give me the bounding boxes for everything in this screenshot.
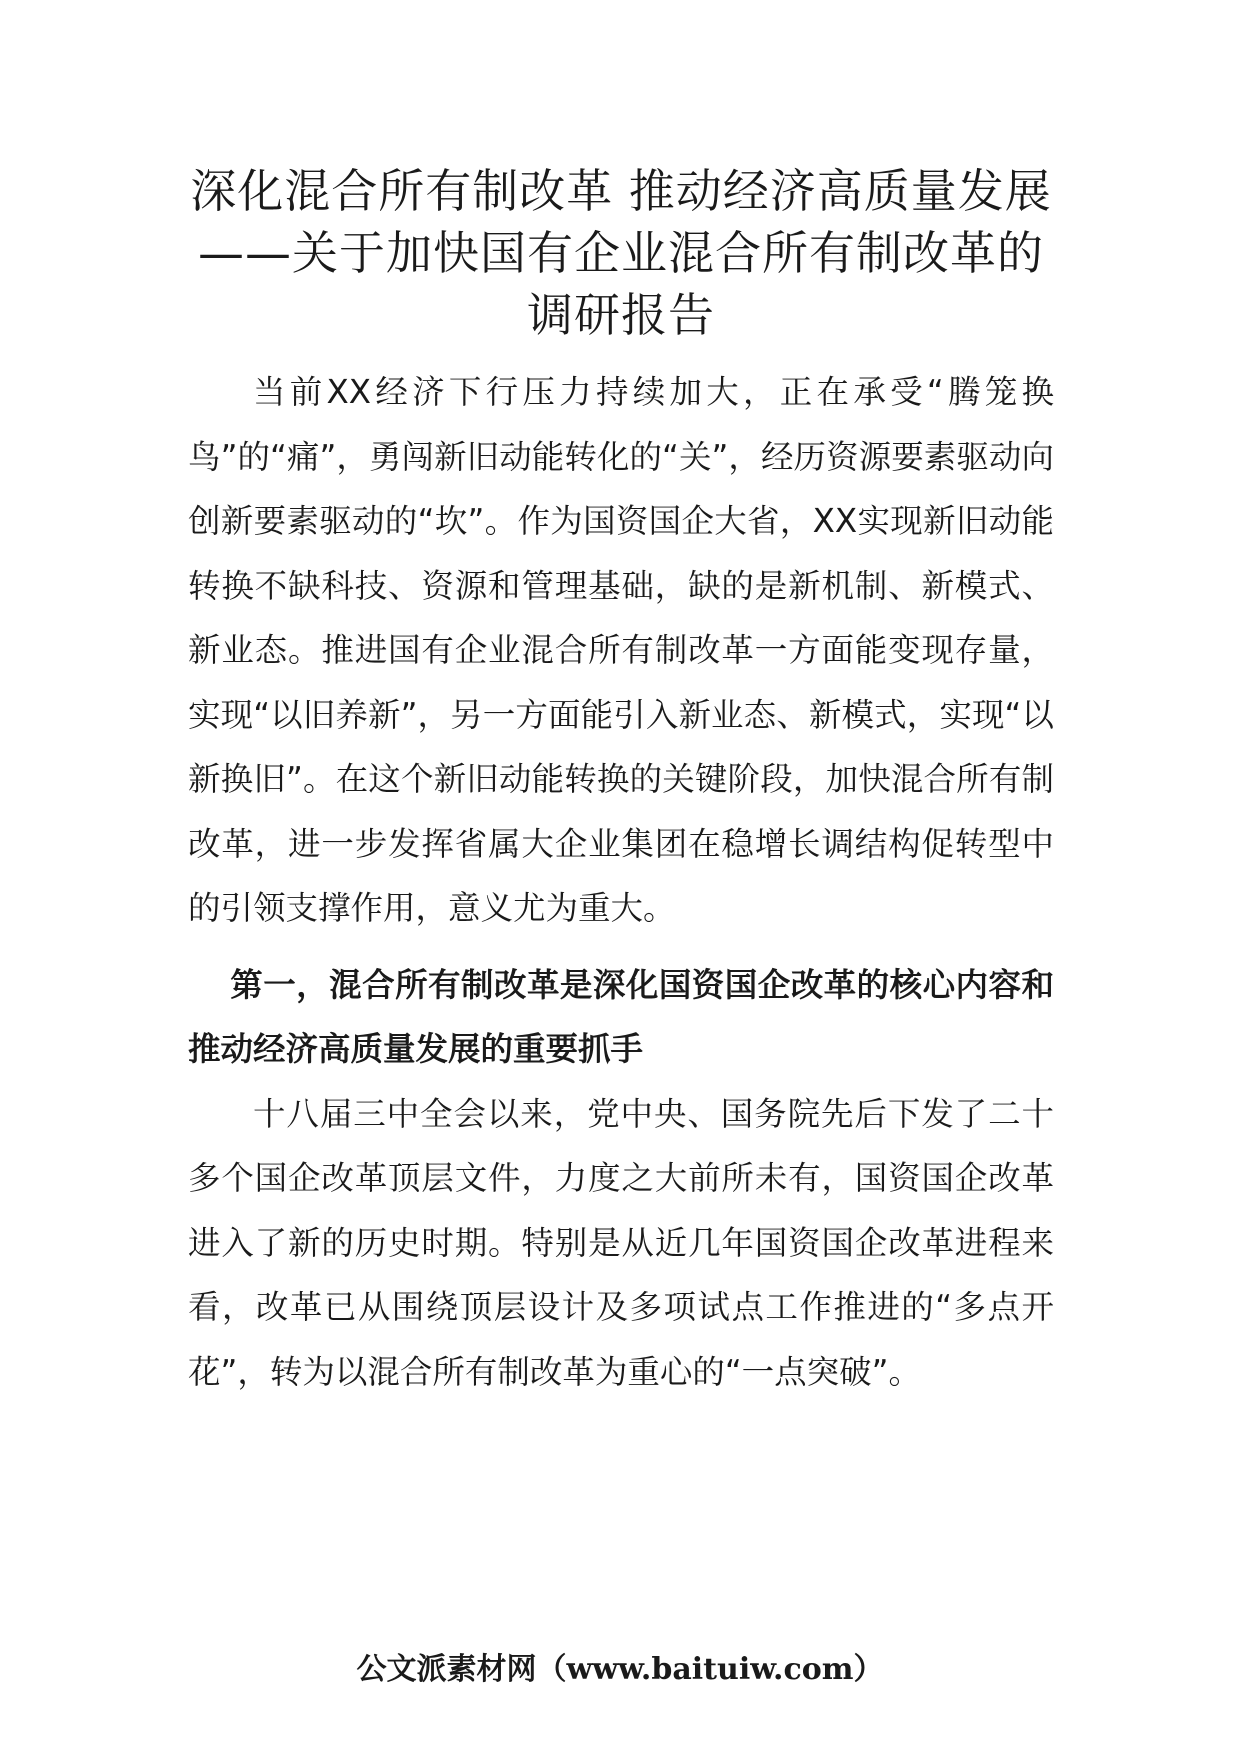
title-line-2: ——关于加快国有企业混合所有制改革的 — [198, 226, 1044, 280]
title-line-1: 深化混合所有制改革 推动经济高质量发展 — [190, 164, 1052, 218]
intro-paragraph: 当前XX经济下行压力持续加大，正在承受“腾笼换鸟”的“痛”，勇闯新旧动能转化的“关”，经历资源要素驱动向创新要素驱动的“坎”。作为国资国企大省，XX实现新旧动能转换不缺科技、资源和管理基础，缺的是新机制、新模式、新业态。推进国有企业混合所有制改革一方面能变现存量，实现“以旧养新”，另一方面能引入新业态、新模式，实现“以新换旧”。在这个新旧动能转换的关键阶段，加快混合所有制改革，进一步发挥省属大企业集团在稳增长调结构促转型中的引领支撑作用，意义尤为重大。 — [188, 373, 1054, 927]
document-page — [188, 160, 1054, 1404]
document-title — [188, 160, 1054, 346]
footer-watermark: 公文派素材网（www.baituiw.com） — [356, 1652, 884, 1687]
title-line-3: 调研报告 — [527, 288, 715, 342]
section-1-paragraph: 十八届三中全会以来，党中央、国务院先后下发了二十多个国企改革顶层文件，力度之大前所未有，国资国企改革进入了新的历史时期。特别是从近几年国资国企改革进程来看，改革已从围绕顶层设计及多项试点工作推进的“多点开花”，转为以混合所有制改革为重心的“一点突破”。 — [188, 1094, 1054, 1391]
section-heading-1: 第一，混合所有制改革是深化国资国企改革的核心内容和推动经济高质量发展的重要抓手 — [188, 965, 1054, 1068]
